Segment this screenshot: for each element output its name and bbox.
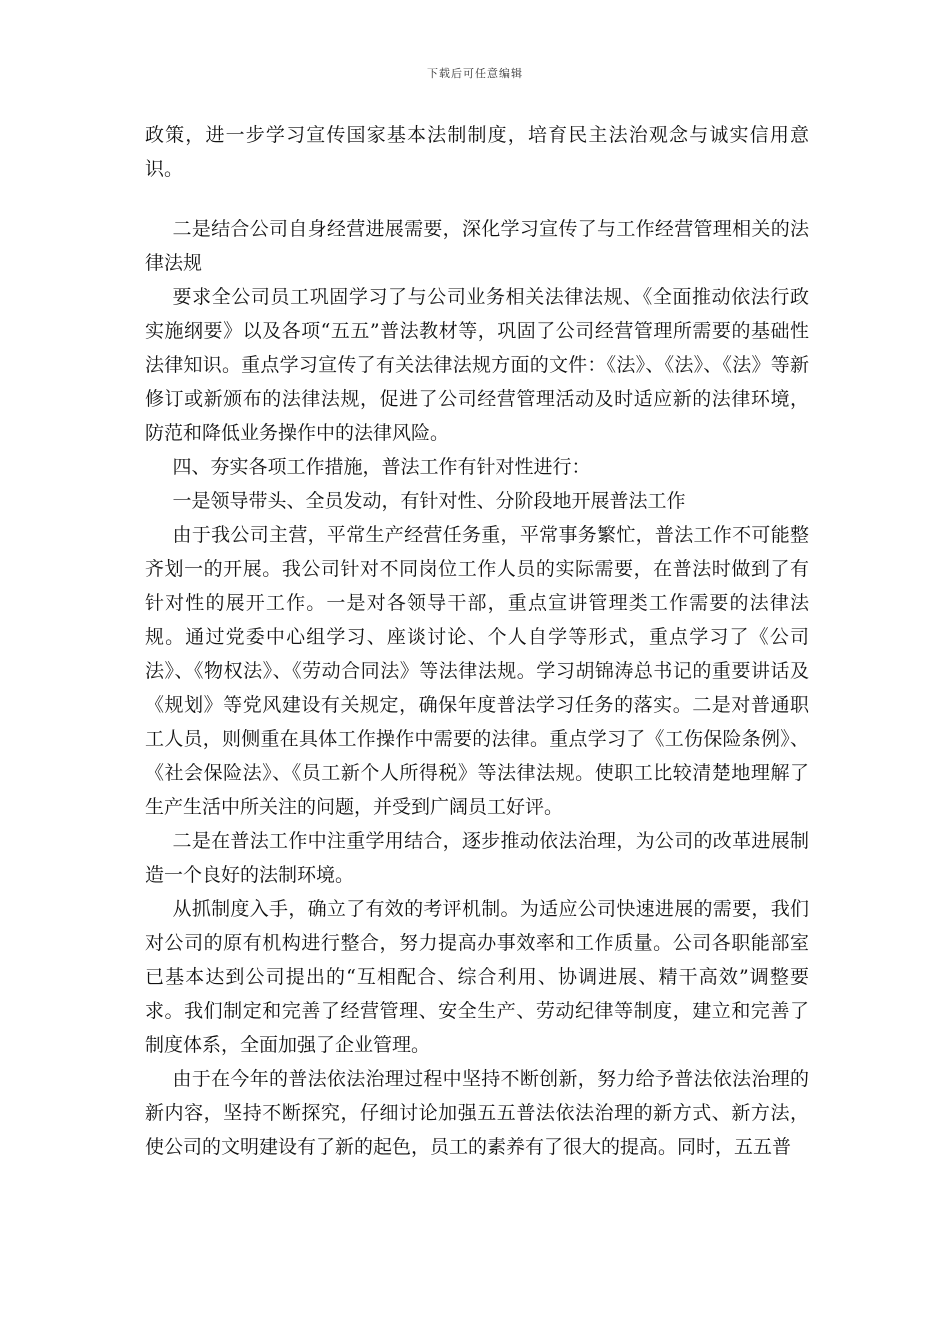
paragraph-8: 从抓制度入手，确立了有效的考评机制。为适应公司快速进展的需要，我们对公司的原有机构进行整合，努力提高办事效率和工作质量。公司各职能部室已基本达到公司提出的“互相配合、综合利用、协调进展、精干高效”调整要求。我们制定和完善了经营管理、安全生产、劳动纪律等制度，建立和完善了制度体系，全面加强了企业管理。 (145, 898, 809, 1056)
document-body (145, 118, 809, 1164)
paragraph-9: 由于在今年的普法依法治理过程中坚持不断创新，努力给予普法依法治理的新内容，坚持不断探究，仔细讨论加强五五普法依法治理的新方式、新方法，使公司的文明建设有了新的起色，员工的素养有了很大的提高。同时，五五普 (145, 1068, 809, 1158)
paragraph-1: 政策，进一步学习宣传国家基本法制制度，培育民主法治观念与诚实信用意识。 (145, 124, 809, 180)
header-note: 下载后可任意编辑 (427, 67, 523, 80)
paragraph-7: 二是在普法工作中注重学用结合，逐步推动依法治理，为公司的改革进展制造一个良好的法制环境。 (145, 830, 809, 886)
paragraph-4: 四、夯实各项工作措施，普法工作有针对性进行： (172, 456, 591, 478)
paragraph-5: 一是领导带头、全员发动，有针对性、分阶段地开展普法工作 (172, 490, 686, 512)
paragraph-2: 二是结合公司自身经营进展需要，深化学习宣传了与工作经营管理相关的法律法规 (145, 218, 809, 274)
paragraph-3: 要求全公司员工巩固学习了与公司业务相关法律法规、《全面推动依法行政实施纲要》以及各项“五五”普法教材等，巩固了公司经营管理所需要的基础性法律知识。重点学习宣传了有关法律法规方面的文件：《法》、《法》、《法》等新修订或新颁布的法律法规，促进了公司经营管理活动及时适应新的法律环境，防范和降低业务操作中的法律风险。 (145, 286, 809, 444)
paragraph-6: 由于我公司主营，平常生产经营任务重，平常事务繁忙，普法工作不可能整齐划一的开展。我公司针对不同岗位工作人员的实际需要，在普法时做到了有针对性的展开工作。一是对各领导干部，重点宣讲管理类工作需要的法律法规。通过党委中心组学习、座谈讨论、个人自学等形式，重点学习了《公司法》、《物权法》、《劳动合同法》等法律法规。学习胡锦涛总书记的重要讲话及《规划》等党风建设有关规定，确保年度普法学习任务的落实。二是对普通职工人员，则侧重在具体工作操作中需要的法律。重点学习了《工伤保险条例》、《社会保险法》、《员工新个人所得税》等法律法规。使职工比较清楚地理解了生产生活中所关注的问题，并受到广阔员工好评。 (145, 524, 809, 818)
